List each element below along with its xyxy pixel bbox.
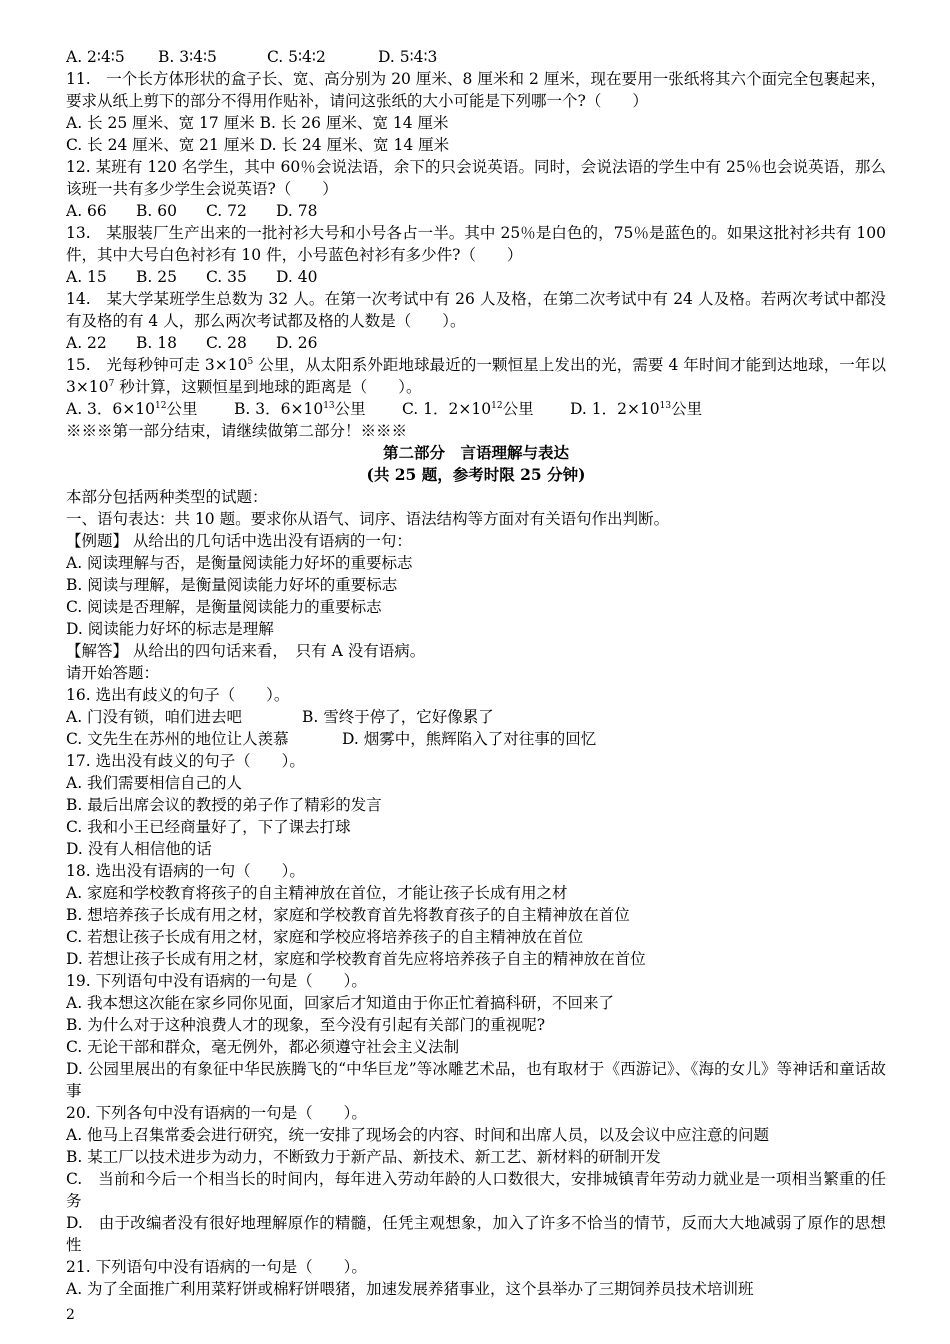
option: B. 60 bbox=[136, 202, 177, 220]
option: C. 1．$2\times 10^{12}$公里 bbox=[402, 400, 534, 418]
option: A. 家庭和学校教育将孩子的自主精神放在首位，才能让孩子长成有用之材 bbox=[66, 884, 568, 902]
q13-stem: 13. 某服装厂生产出来的一批衬衫大号和小号各占一半。其中 25％是白色的，75％是蓝色的。如果这批衬衫共有 100 件，其中大号白色衬衫有 10 件，小号蓝色衬衫有多少件?（ ） bbox=[66, 224, 886, 264]
option: D. 40 bbox=[276, 268, 318, 286]
q13-options bbox=[66, 266, 886, 288]
option: B. 雪终于停了，它好像累了 bbox=[302, 708, 494, 726]
q14-stem: 14. 某大学某班学生总数为 32 人。在第一次考试中有 26 人及格，在第二次考试中有 24 人及格。若两次考试中都没有及格的有 4 人，那么两次考试都及格的人数是（ ）。 bbox=[66, 290, 886, 330]
option: D. 烟雾中，熊辉陷入了对往事的回忆 bbox=[342, 730, 597, 748]
example-answer: 【解答】 从给出的四句话来看， 只有 A 没有语病。 bbox=[66, 642, 426, 660]
option: A. 为了全面推广利用菜籽饼或棉籽饼喂猪，加速发展养猪事业，这个县举办了三期饲养员技术培训班 bbox=[66, 1280, 754, 1298]
option: A. 2∶4∶5 bbox=[66, 48, 125, 66]
option: B. 某工厂以技术进步为动力，不断致力于新产品、新技术、新工艺、新材料的研制开发 bbox=[66, 1148, 661, 1166]
option: D. 若想让孩子长成有用之材，家庭和学校教育首先应将培养孩子自主的精神放在首位 bbox=[66, 950, 646, 968]
q15-options bbox=[66, 398, 886, 420]
q12-stem: 12. 某班有 120 名学生，其中 60％会说法语，余下的只会说英语。同时，会说法语的学生中有 25％也会说英语，那么该班一共有多少学生会说英语?（ ） bbox=[66, 158, 886, 198]
option: C. 无论干部和群众，毫无例外，都必须遵守社会主义法制 bbox=[66, 1038, 460, 1056]
option: C. 若想让孩子长成有用之材，家庭和学校应将培养孩子的自主精神放在首位 bbox=[66, 928, 584, 946]
part2-subtitle: (共 25 题，参考时限 25 分钟) bbox=[366, 465, 586, 484]
example-option: C. 阅读是否理解，是衡量阅读能力的重要标志 bbox=[66, 598, 382, 616]
example-option: B. 阅读与理解，是衡量阅读能力好坏的重要标志 bbox=[66, 576, 398, 594]
q15-stem: 15. 光每秒钟可走 $3\times 10^5$ 公里，从太阳系外距地球最近的一颗恒星上发出的光，需要 4 年时间才能到达地球，一年以 $3\times 10^7$ 秒计算，这颗恒星到地球的距离是（ ）。 bbox=[66, 356, 886, 396]
q17-stem: 17. 选出没有歧义的句子（ ）。 bbox=[66, 752, 305, 770]
option: C. 我和小王已经商量好了，下了课去打球 bbox=[66, 818, 351, 836]
q16-options-1 bbox=[66, 706, 886, 728]
option: C. 72 bbox=[206, 202, 247, 220]
q10-options bbox=[66, 46, 886, 68]
q19-stem: 19. 下列语句中没有语病的一句是（ ）。 bbox=[66, 972, 367, 990]
option: A. 他马上召集常委会进行研究，统一安排了现场会的内容、时间和出席人员，以及会议中应注意的问题 bbox=[66, 1126, 770, 1144]
option: A. 我们需要相信自己的人 bbox=[66, 774, 243, 792]
q21-stem: 21. 下列语句中没有语病的一句是（ ）。 bbox=[66, 1258, 367, 1276]
option: B. 最后出席会议的教授的弟子作了精彩的发言 bbox=[66, 796, 382, 814]
part2-title: 第二部分 言语理解与表达 bbox=[382, 443, 569, 462]
option: B. 3．$6\times 10^{13}$公里 bbox=[234, 400, 366, 418]
option: C. 35 bbox=[206, 268, 247, 286]
q11-stem: 11. 一个长方体形状的盒子长、宽、高分别为 20 厘米、8 厘米和 2 厘米，现在要用一张纸将其六个面完全包裹起来，要求从纸上剪下的部分不得用作贴补，请问这张纸的大小可能是下列哪一个?（ ） bbox=[66, 70, 886, 110]
option: D. 1．$2\times 10^{13}$公里 bbox=[570, 400, 703, 418]
part2-intro: 本部分包括两种类型的试题： bbox=[66, 488, 268, 506]
document-page bbox=[66, 46, 886, 1300]
option: C. 当前和今后一个相当长的时间内，每年进入劳动年龄的人口数很大，安排城镇青年劳动力就业是一项相当繁重的任务 bbox=[66, 1170, 886, 1210]
option: A. 22 bbox=[66, 334, 107, 352]
part2-instructions: 一、语句表达：共 10 题。要求你从语气、词序、语法结构等方面对有关语句作出判断。 bbox=[66, 510, 670, 528]
option: B. 25 bbox=[136, 268, 177, 286]
example-label: 【例题】 从给出的几句话中选出没有语病的一句： bbox=[66, 532, 412, 550]
q14-options bbox=[66, 332, 886, 354]
option: B. 3∶4∶5 bbox=[158, 48, 217, 66]
q18-stem: 18. 选出没有语病的一句（ ）。 bbox=[66, 862, 305, 880]
option: C. 5∶4∶2 bbox=[267, 48, 326, 66]
option: C. 28 bbox=[206, 334, 247, 352]
option: C. 文先生在苏州的地位让人羡慕 bbox=[66, 730, 289, 748]
start-prompt: 请开始答题： bbox=[66, 664, 160, 682]
q12-options bbox=[66, 200, 886, 222]
option: A. 66 bbox=[66, 202, 107, 220]
option: D. 由于改编者没有很好地理解原作的精髓，任凭主观想象，加入了许多不恰当的情节，反而大大地减弱了原作的思想性 bbox=[66, 1214, 886, 1254]
page-number: 2 bbox=[66, 1307, 75, 1323]
option: B. 想培养孩子长成有用之材，家庭和学校教育首先将教育孩子的自主精神放在首位 bbox=[66, 906, 630, 924]
option: A. 门没有锁，咱们进去吧 bbox=[66, 708, 243, 726]
q11-options-1: A. 长 25 厘米、宽 17 厘米 B. 长 26 厘米、宽 14 厘米 bbox=[66, 114, 449, 132]
option: B. 18 bbox=[136, 334, 177, 352]
option: A. 我本想这次能在家乡同你见面，回家后才知道由于你正忙着搞科研，不回来了 bbox=[66, 994, 615, 1012]
option: D. 78 bbox=[276, 202, 318, 220]
option: D. 公园里展出的有象征中华民族腾飞的“中华巨龙”等冰雕艺术品，也有取材于《西游记》、《海的女儿》等神话和童话故事 bbox=[66, 1060, 886, 1100]
option: D. 26 bbox=[276, 334, 318, 352]
q16-stem: 16. 选出有歧义的句子（ ）。 bbox=[66, 686, 290, 704]
option: A. 15 bbox=[66, 268, 107, 286]
part-end-notice: ※※※第一部分结束，请继续做第二部分！※※※ bbox=[66, 422, 408, 440]
example-option: D. 阅读能力好坏的标志是理解 bbox=[66, 620, 274, 638]
q16-options-2 bbox=[66, 728, 886, 750]
q20-stem: 20. 下列各句中没有语病的一句是（ ）。 bbox=[66, 1104, 367, 1122]
option: D. 没有人相信他的话 bbox=[66, 840, 212, 858]
q11-options-2: C. 长 24 厘米、宽 21 厘米 D. 长 24 厘米、宽 14 厘米 bbox=[66, 136, 450, 154]
option: D. 5∶4∶3 bbox=[378, 48, 438, 66]
example-option: A. 阅读理解与否，是衡量阅读能力好坏的重要标志 bbox=[66, 554, 413, 572]
option: B. 为什么对于这种浪费人才的现象，至今没有引起有关部门的重视呢? bbox=[66, 1016, 546, 1034]
option: A. 3．$6\times 10^{12}$公里 bbox=[66, 400, 198, 418]
